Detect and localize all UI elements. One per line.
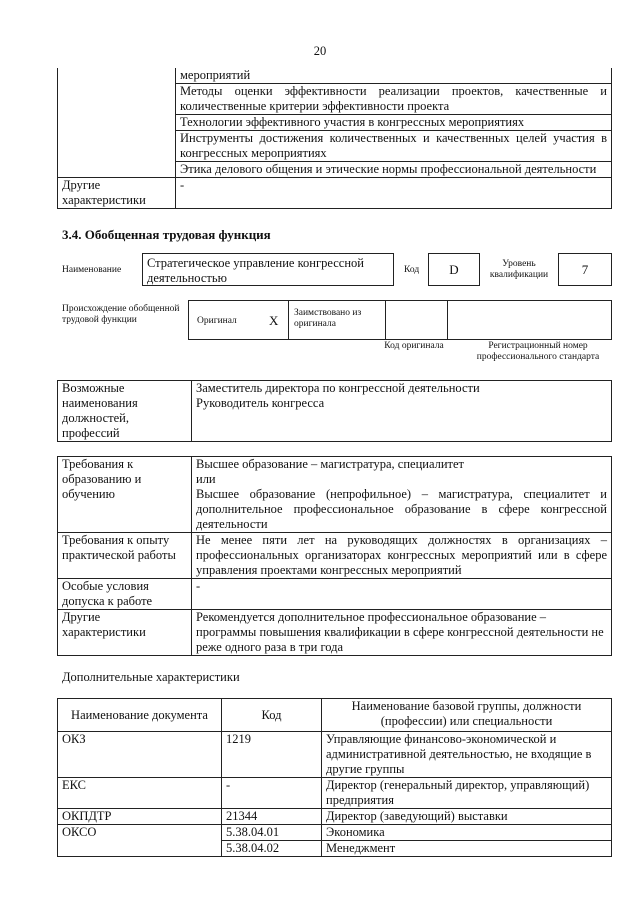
additional-table — [57, 698, 612, 857]
positions-table — [57, 380, 612, 442]
name-cell: Директор (заведующий) выставки — [322, 809, 612, 825]
positions-values — [192, 381, 612, 442]
other-value: - — [176, 178, 612, 209]
table-row — [58, 533, 612, 579]
table-row — [58, 178, 612, 209]
code-cell: 1219 — [222, 732, 322, 778]
position-item: Руководитель конгресса — [196, 396, 325, 410]
requirement-value: Рекомендуется дополнительное профессиональное образование – программы повышения квалификации в сфере конгрессной деятельности не реже одного раза в три года — [192, 610, 612, 656]
section-title: 3.4. Обобщенная трудовая функция — [62, 227, 271, 242]
name-cell: Менеджмент — [322, 841, 612, 857]
positions-label: Возможные наименования должностей, профессий — [58, 381, 192, 442]
header-document: Наименование документа — [58, 699, 222, 732]
knowledge-item: Этика делового общения и этические нормы профессиональной деятельности — [176, 162, 612, 178]
table-row — [58, 68, 612, 84]
table-row — [58, 732, 612, 778]
origin-label: Происхождение обобщенной трудовой функции — [62, 304, 180, 325]
requirement-label: Требования к образованию и обучению — [58, 457, 192, 533]
knowledge-item: Инструменты достижения количественных и качественных целей участия в конгрессных мероприятиях — [176, 131, 612, 162]
table-row — [58, 825, 612, 841]
header-code: Код — [222, 699, 322, 732]
code-cell: 5.38.04.02 — [222, 841, 322, 857]
top-knowledge-table — [57, 68, 612, 209]
additional-title: Дополнительные характеристики — [62, 670, 240, 684]
doc-cell: ОКПДТР — [58, 809, 222, 825]
name-cell: Экономика — [322, 825, 612, 841]
requirement-value: Не менее пяти лет на руководящих должностях в организациях – профессиональных организаторах конгрессных мероприятий или в сфере управления проектами конгрессных мероприятий — [192, 533, 612, 579]
original-mark: X — [269, 313, 279, 328]
knowledge-item: мероприятий — [176, 68, 612, 84]
table-row — [58, 579, 612, 610]
position-item: Заместитель директора по конгрессной деятельности — [196, 381, 480, 395]
name-cell: Управляющие финансово-экономической и административной деятельностью, не входящие в другие группы — [322, 732, 612, 778]
other-label: Другие характеристики — [58, 178, 176, 209]
table-header-row — [58, 699, 612, 732]
requirements-table — [57, 456, 612, 656]
empty-label-cell — [58, 68, 176, 178]
level-value: 7 — [558, 253, 612, 286]
code-caption: Код оригинала — [384, 341, 444, 351]
requirement-line: или — [196, 472, 216, 486]
table-row — [58, 381, 612, 442]
code-cell: 5.38.04.01 — [222, 825, 322, 841]
divider — [447, 301, 448, 339]
table-row — [58, 778, 612, 809]
name-cell: Директор (генеральный директор, управляющий) предприятия — [322, 778, 612, 809]
knowledge-item: Методы оценки эффективности реализации проектов, качественные и количественные критерии эффективности проекта — [176, 84, 612, 115]
requirement-value: - — [192, 579, 612, 610]
table-row — [58, 457, 612, 533]
requirement-label: Особые условия допуска к работе — [58, 579, 192, 610]
reg-caption: Регистрационный номер профессионального стандарта — [476, 341, 600, 362]
doc-cell: ОКСО — [58, 825, 222, 857]
table-row — [58, 610, 612, 656]
header-name: Наименование базовой группы, должности (профессии) или специальности — [322, 699, 612, 732]
doc-cell: ЕКС — [58, 778, 222, 809]
divider — [288, 301, 289, 339]
borrowed-label: Заимствовано из оригинала — [294, 308, 362, 329]
knowledge-item: Технологии эффективного участия в конгрессных мероприятиях — [176, 115, 612, 131]
requirement-line: Высшее образование (непрофильное) – магистратура, специалитет и дополнительное профессиональное образование в сфере конгрессной деятельности — [196, 487, 607, 531]
requirement-value — [192, 457, 612, 533]
function-name-value: Стратегическое управление конгрессной деятельностью — [142, 253, 394, 286]
original-label: Оригинал — [197, 316, 237, 326]
requirement-line: Высшее образование – магистратура, специалитет — [196, 457, 465, 471]
requirement-label: Другие характеристики — [58, 610, 192, 656]
divider — [385, 301, 386, 339]
page-number: 20 — [313, 44, 327, 58]
function-code-value: D — [428, 253, 480, 286]
code-cell: 21344 — [222, 809, 322, 825]
doc-cell: ОКЗ — [58, 732, 222, 778]
level-label: Уровень квалификации — [489, 259, 549, 280]
code-label: Код — [404, 265, 420, 275]
table-row — [58, 809, 612, 825]
origin-grid — [188, 300, 612, 340]
name-label: Наименование — [62, 265, 122, 275]
code-cell: - — [222, 778, 322, 809]
requirement-label: Требования к опыту практической работы — [58, 533, 192, 579]
